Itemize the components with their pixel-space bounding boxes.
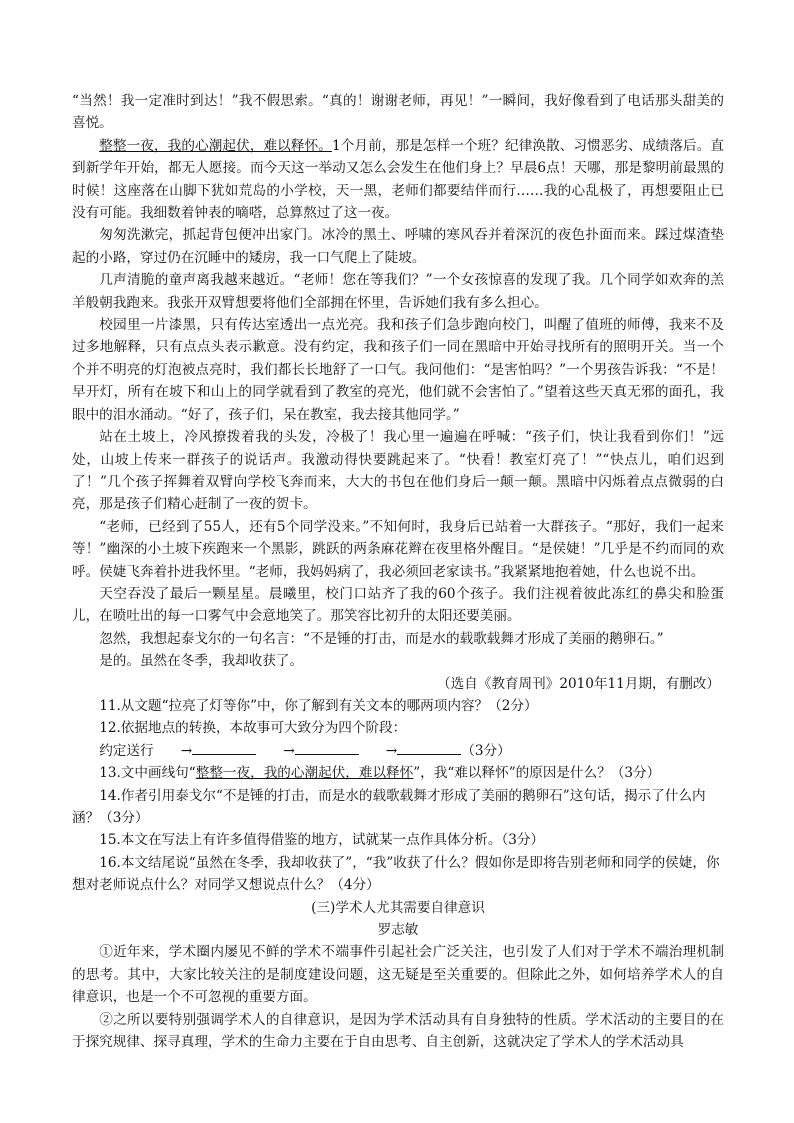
- story-paragraph-8: 天空吞没了最后一颗星星。晨曦里，校门口站齐了我的60个孩子。我们注视着彼此冻红的鼻尖和脸蛋儿，在喷吐出的每一口雾气中会意地笑了。那笑容比初升的太阳还要美丽。: [72, 585, 724, 625]
- answer-blank-1[interactable]: [192, 740, 256, 755]
- q13-underlined: 整整一夜，我的心潮起伏，难以释怀: [195, 765, 414, 782]
- question-15: 15.本文在写法上有许多值得借鉴的地方，试就某一点作具体分析。（3分）: [99, 832, 545, 849]
- arrow-3: →: [385, 742, 398, 759]
- story-paragraph-1: “当然！我一定准时到达！”我不假思索。“真的！谢谢老师，再见！”一瞬间，我好像看到了电话那头甜美的喜悦。: [72, 93, 724, 132]
- story-paragraph-6: 站在土坡上，冷风撩拨着我的头发，冷极了！我心里一遍遍在呼喊：“孩子们，快让我看到你们！”远处，山坡上传来一群孩子的说话声。我激动得快要跳起来了。“快看！教室灯亮了！”“快点儿，咱们迟到了！”几个孩子挥舞着双臂向学校飞奔而来，大大的书包在他们身后一颠一颠。黑暗中闪烁着点点微弱的白亮，那是孩子们精心赶制了一夜的贺卡。: [72, 429, 724, 513]
- story-paragraph-10: 是的。虽然在冬季，我却收获了。: [99, 653, 304, 670]
- question-11: 11.从文题“拉亮了灯等你”中，你了解到有关文本的哪两项内容？（2分）: [99, 697, 538, 714]
- essay-paragraph-2: ②之所以要特别强调学术人的自律意识，是因为学术活动具有自身独特的性质。学术活动的主要目的在于探究规律、探寻真理，学术的生命力主要在于自由思考、自主创新，这就决定了学术人的学术活动具: [72, 1011, 724, 1051]
- answer-blank-2[interactable]: [295, 740, 359, 755]
- arrow-1: →: [180, 742, 193, 759]
- essay-title: (三)学术人尤其需要自律意识: [311, 899, 485, 916]
- story-paragraph-3: 匆匆洗漱完，抓起背包便冲出家门。冰冷的黑土、呼啸的寒风吞并着深沉的夜色扑面而来。踩过煤渣垫起的小路，穿过仍在沉睡中的矮房，我一口气爬上了陡坡。: [72, 227, 724, 266]
- story-paragraph-5: 校园里一片漆黑，只有传达室透出一点光亮。我和孩子们急步跑向校门，叫醒了值班的师傅，我来不及过多地解释，只有点点头表示歉意。没有约定，我和孩子们一同在黑暗中开始寻找所有的照明开关。当一个个并不明亮的灯泡被点亮时，我们都长长地舒了一口气。我问他们：“是害怕吗？”一个男孩告诉我：“不是！早开灯，所有在坡下和山上的同学就看到了教室的亮光，他们就不会害怕了。”望着这些天真无邪的面孔，我眼中的泪水涌动。“好了，孩子们，呆在教室，我去接其他同学。”: [72, 317, 724, 423]
- q12-suffix: （3分）: [461, 742, 511, 759]
- q12-prefix: 约定送行: [99, 742, 154, 759]
- q13-part-b: ”，我“难以释怀”的原因是什么？（3分）: [413, 765, 661, 782]
- essay-paragraph-1: ①近年来，学术圈内屡见不鲜的学术不端事件引起社会广泛关注，也引发了人们对于学术不端治理机制的思考。其中，大家比较关注的是制度建设问题，这无疑是至关重要的。但除此之外，如何培养学术人的自律意识，也是一个不可忽视的重要方面。: [72, 944, 724, 1006]
- document-page: [72, 90, 724, 1053]
- story-paragraph-4: 几声清脆的童声离我越来越近。“老师！您在等我们？”一个女孩惊喜的发现了我。几个同学如欢奔的羔羊般朝我跑来。我张开双臂想要将他们全部拥在怀里，告诉她们我有多么担心。: [72, 272, 724, 311]
- question-13: [72, 762, 724, 784]
- story-paragraph-9: 忽然，我想起泰戈尔的一句名言：“不是锤的打击，而是水的载歌载舞才形成了美丽的鹅卵石。”: [99, 630, 664, 647]
- question-12-blanks: [72, 740, 724, 762]
- essay-author: 罗志敏: [377, 922, 419, 939]
- story-paragraph-2: [72, 135, 724, 225]
- arrow-2: →: [283, 742, 295, 759]
- q13-part-a: 13.文中画线句“: [99, 765, 196, 782]
- story-paragraph-7: “老师，已经到了55人，还有5个同学没来。”不知何时，我身后已站着一大群孩子。“那好，我们一起来等！”幽深的小土坡下疾跑来一个黑影，跳跃的两条麻花辫在夜里格外醒目。“是侯婕！”几乎是不约而同的欢呼。侯婕飞奔着扑进我怀里。“老师，我妈妈病了，我必须回老家读书。”我紧紧地抱着她，什么也说不出。: [72, 518, 724, 580]
- underlined-sentence: 整整一夜，我的心潮起伏，难以释怀。: [99, 137, 332, 154]
- question-16: 16.本文结尾说“虽然在冬季，我却收获了”，“我”收获了什么？假如你是即将告别老师和同学的侯婕，你想对老师说点什么？对同学又想说点什么？（4分）: [72, 854, 720, 894]
- story-source: （选自《教育周刊》2010年11月期，有删改）: [437, 675, 720, 692]
- question-14: 14.作者引用泰戈尔“不是锤的打击，而是水的载歌载舞才形成了美丽的鹅卵石”这句话，揭示了什么内涵？（3分）: [72, 787, 706, 826]
- story-paragraph-2-rest: 1个月前，那是怎样一个班？纪律涣散、习惯恶劣、成绩落后。直到新学年开始，都无人愿接。而今天这一举动又怎么会发生在他们身上？早晨6点！天哪，那是黎明前最黑的时候！这座落在山脚下犹如荒岛的小学校，天一黑，老师们都要结伴而行……我的心乱极了，再想要阻止已没有可能。我细数着钟表的嘀嗒，总算熬过了这一夜。: [72, 137, 725, 222]
- answer-blank-3[interactable]: [397, 740, 461, 755]
- question-12: 12.依据地点的转换，本故事可大致分为四个阶段：: [99, 720, 407, 737]
